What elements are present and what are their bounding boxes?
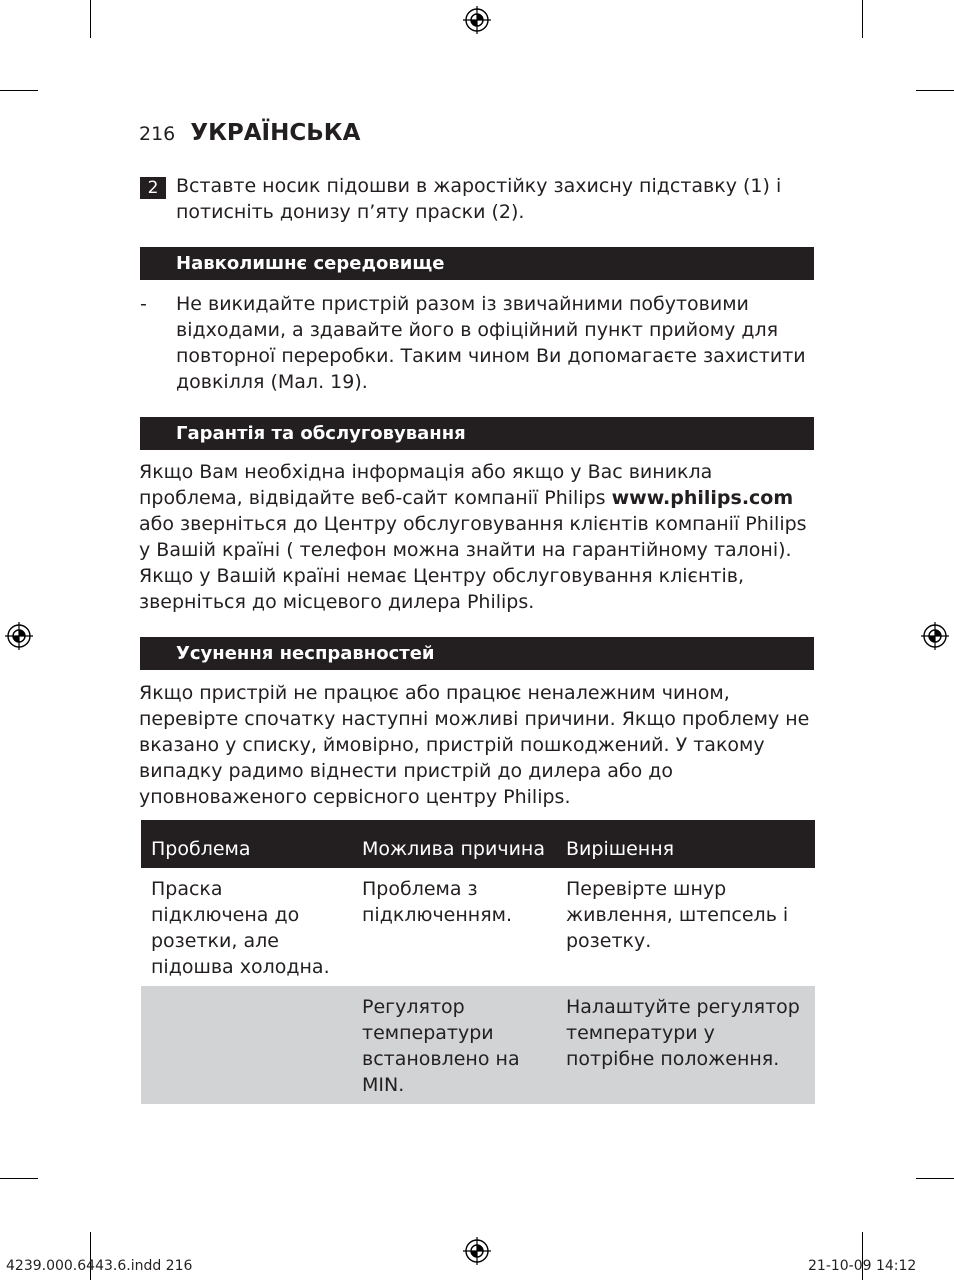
troubleshooting-table [141, 820, 815, 1104]
section-heading-guarantee: Гарантія та обслуговування [140, 417, 814, 450]
crop-mark-top-left-v [90, 0, 91, 38]
crop-mark-top-right-h [916, 90, 954, 91]
column-header-cause: Можлива причина [352, 820, 556, 868]
column-header-problem: Проблема [141, 820, 352, 868]
guarantee-text-after: або зверніться до Центру обслуговування клієнтів компанії Philips у Вашій країні ( телефон можна знайти на гарантійному талоні). Якщо у Вашій країні немає Центру обслуговування клієнтів, зверніться до місцевого дилера Philips. [139, 513, 807, 613]
step-text: Вставте носик підошви в жаростійку захисну підставку (1) і потисніть донизу п’яту праски (2). [176, 175, 782, 223]
page-number: 216 [139, 123, 176, 145]
table-cell-problem: Праска підключена до розетки, але підошва холодна. [151, 878, 330, 978]
table-cell-solution: Перевірте шнур живлення, штепсель і розетку. [566, 878, 789, 952]
language-title: УКРАЇНСЬКА [190, 120, 361, 146]
page-header [139, 120, 360, 150]
guarantee-paragraph [139, 459, 819, 615]
website-link[interactable]: www.philips.com [611, 487, 794, 509]
table-row [141, 868, 815, 986]
crop-mark-bottom-left-h [0, 1178, 38, 1179]
step-2 [140, 173, 820, 225]
registration-mark-icon [4, 621, 34, 651]
table-cell-solution: Налаштуйте регулятор температури у потрібне положення. [556, 986, 815, 1104]
environment-bullet [140, 291, 820, 395]
section-heading-environment: Навколишнє середовище [140, 247, 814, 280]
table-row [141, 986, 815, 1104]
step-number-badge: 2 [140, 177, 166, 199]
footer-file-slug: 4239.000.6443.6.indd 216 [6, 1258, 193, 1274]
guarantee-text-before: Якщо Вам необхідна інформація або якщо у Вас виникла проблема, відвідайте веб-сайт компанії Philips [139, 461, 713, 509]
footer-date: 21-10-09 14:12 [808, 1258, 917, 1274]
registration-mark-icon [920, 621, 950, 651]
table-cell-problem [141, 986, 352, 1104]
troubleshooting-intro: Якщо пристрій не працює або працює неналежним чином, перевірте спочатку наступні можливі причини. Якщо проблему не вказано у списку, ймовірно, пристрій пошкоджений. У такому випадку радимо віднести пристрій до дилера або до уповноваженого сервісного центру Philips. [139, 682, 810, 808]
registration-mark-icon [462, 5, 492, 35]
section-heading-troubleshooting: Усунення несправностей [140, 637, 814, 670]
table-header-row [141, 820, 815, 868]
bullet-text: Не викидайте пристрій разом із звичайними побутовими відходами, а здавайте його в офіційний пункт прийому для повторної переробки. Таким чином Ви допомагаєте захистити довкілля (Мал. 19). [176, 293, 806, 393]
crop-mark-bottom-right-h [916, 1178, 954, 1179]
table-cell-cause: Регулятор температури встановлено на MIN. [352, 986, 556, 1104]
bullet-dash: - [140, 293, 147, 315]
registration-mark-icon [462, 1236, 492, 1266]
table-cell-cause: Проблема з підключенням. [362, 878, 513, 926]
crop-mark-top-right-v [862, 0, 863, 38]
crop-mark-top-left-h [0, 90, 38, 91]
column-header-solution: Вирішення [556, 820, 815, 868]
